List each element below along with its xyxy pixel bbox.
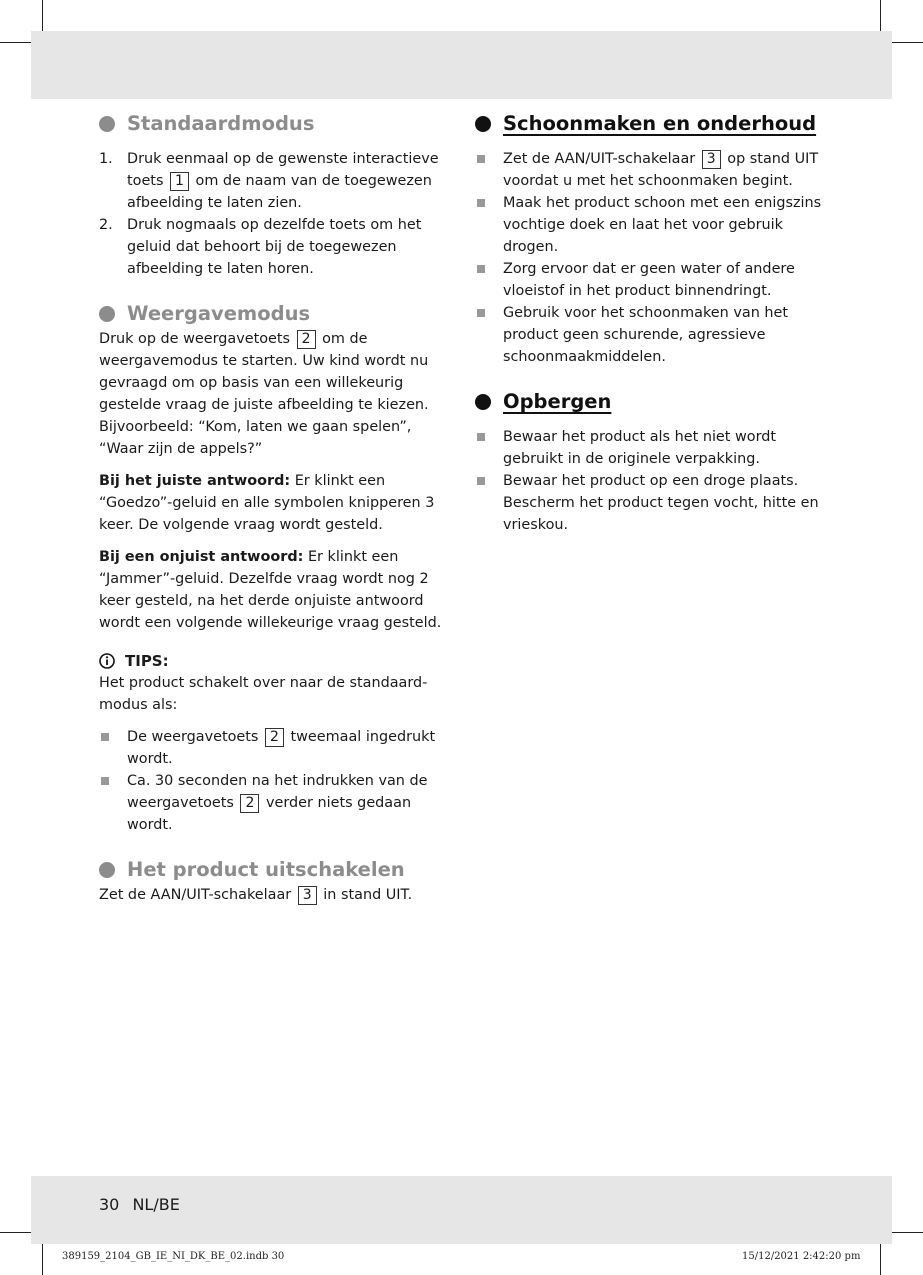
crop-mark (892, 42, 923, 43)
print-slug-timestamp: 15/12/2021 2:42:20 pm (742, 1251, 861, 1262)
heading-uitschakelen: Het product uitschakelen (99, 856, 459, 884)
heading-standaardmodus: Standaardmodus (99, 110, 459, 138)
key-ref-badge: 2 (240, 794, 259, 813)
square-bullet-icon (477, 309, 485, 317)
steps-list (99, 148, 459, 280)
paragraph: Druk op de weergavetoets 2 om de weergavemodus te starten. Uw kind wordt nu gevraagd om op basis van een willekeurig gestelde vraag de juiste afbeelding te kiezen. Bijvoorbeeld: “Kom, laten we gaan spelen”, “Waar zijn de appels?” (99, 331, 429, 457)
tips-heading: TIPS: (99, 650, 459, 672)
heading-weergavemodus: Weergavemodus (99, 300, 459, 328)
right-column (475, 110, 835, 536)
paragraph: Bij een onjuist antwoord: Er klinkt een “Jammer”-geluid. Dezelfde vraag wordt nog 2 keer gesteld, na het derde onjuiste antwoord wordt een volgende willekeurige vraag gesteld. (99, 549, 442, 631)
paragraph: Zet de AAN/UIT-schakelaar 3 in stand UIT. (99, 887, 413, 903)
list-item: Bewaar het product als het niet wordt gebruikt in de originele verpakking. (475, 426, 835, 470)
crop-mark (42, 1244, 43, 1275)
header-band (31, 31, 892, 99)
key-ref-badge: 2 (297, 330, 316, 349)
crop-mark (880, 0, 881, 31)
list-item: Maak het product schoon met een enigszins vochtige doek en laat het voor gebruik drogen. (475, 192, 835, 258)
bullet-dot-icon (99, 862, 115, 878)
crop-mark (0, 1232, 31, 1233)
print-slug-file: 389159_2104_GB_IE_NI_DK_BE_02.indb 30 (62, 1251, 285, 1262)
square-bullet-icon (477, 199, 485, 207)
list-item: De weergavetoets 2 tweemaal ingedrukt wordt. (99, 726, 459, 770)
square-bullet-icon (101, 777, 109, 785)
page-footer-label (99, 1195, 188, 1214)
list-item: 2. Druk nogmaals op dezelfde toets om het geluid dat behoort bij de toegewezen afbeelding te laten horen. (99, 217, 422, 277)
storage-list (475, 426, 835, 536)
key-ref-badge: 3 (298, 886, 317, 905)
crop-mark (0, 42, 31, 43)
key-ref-badge: 3 (702, 150, 721, 169)
square-bullet-icon (477, 477, 485, 485)
paragraph: Bij het juiste antwoord: Er klinkt een “Goedzo”-geluid en alle symbolen knipperen 3 keer. De volgende vraag wordt gesteld. (99, 473, 435, 533)
bullet-dot-icon (99, 116, 115, 132)
list-item: 1. Druk eenmaal op de gewenste interactieve toets 1 om de naam van de toegewezen afbeelding te laten zien. (99, 151, 439, 211)
bullet-dot-icon (99, 306, 115, 322)
paragraph: Het product schakelt over naar de standaard-modus als: (99, 675, 428, 713)
list-item: Zet de AAN/UIT-schakelaar 3 op stand UIT voordat u met het schoonmaken begint. (475, 148, 835, 192)
crop-mark (892, 1232, 923, 1233)
heading-schoonmaken: Schoonmaken en onderhoud (475, 110, 835, 138)
info-icon (99, 653, 115, 669)
crop-mark (42, 0, 43, 31)
cleaning-list (475, 148, 835, 368)
list-item: Zorg ervoor dat er geen water of andere vloeistof in het product binnendringt. (475, 258, 835, 302)
list-item: Gebruik voor het schoonmaken van het product geen schurende, agressieve schoonmaakmiddelen. (475, 302, 835, 368)
key-ref-badge: 1 (170, 172, 189, 191)
square-bullet-icon (477, 433, 485, 441)
bullet-dot-icon (475, 394, 491, 410)
square-bullet-icon (477, 265, 485, 273)
tips-list (99, 726, 459, 836)
square-bullet-icon (477, 155, 485, 163)
key-ref-badge: 2 (265, 728, 284, 747)
page-language: NL/BE (132, 1195, 180, 1214)
left-column (99, 110, 459, 906)
list-item: Bewaar het product op een droge plaats. Bescherm het product tegen vocht, hitte en vrieskou. (475, 470, 835, 536)
square-bullet-icon (101, 733, 109, 741)
page-number: 30 (99, 1195, 120, 1214)
bullet-dot-icon (475, 116, 491, 132)
list-item: Ca. 30 seconden na het indrukken van de weergavetoets 2 verder niets gedaan wordt. (99, 770, 459, 836)
heading-opbergen: Opbergen (475, 388, 835, 416)
crop-mark (880, 1244, 881, 1275)
